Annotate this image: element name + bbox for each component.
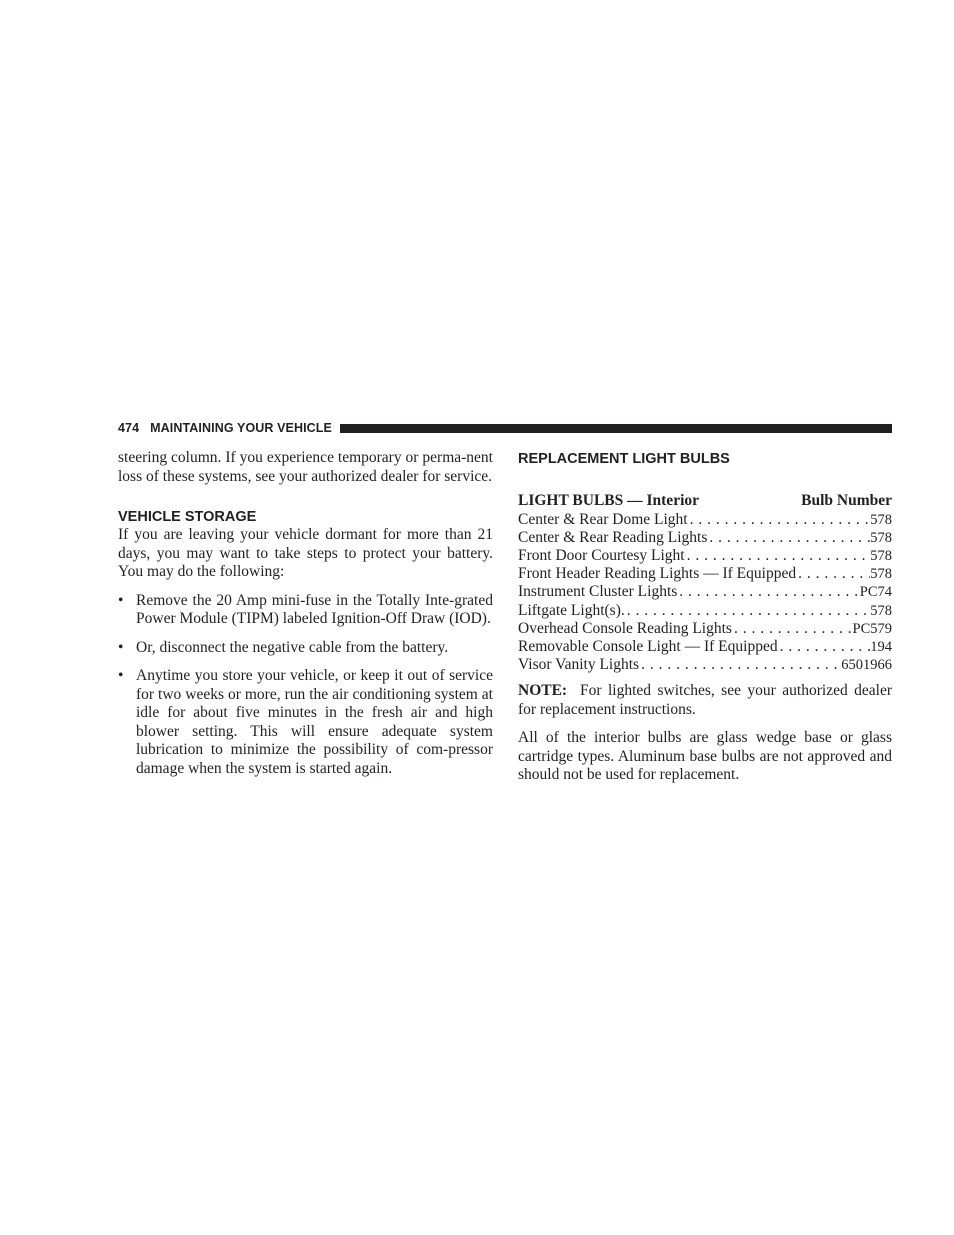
bulb-number: 578	[870, 547, 892, 564]
list-item	[118, 667, 493, 778]
dot-leader	[778, 638, 871, 656]
dot-leader	[677, 583, 859, 601]
interior-bulbs-paragraph: All of the interior bulbs are glass wedge base or glass cartridge types. Aluminum base bulbs are not approved and should not be used for replacement.	[518, 729, 892, 784]
note-label: NOTE:	[518, 682, 568, 700]
list-item	[118, 592, 493, 629]
table-row	[518, 511, 892, 529]
bulb-number: 578	[870, 529, 892, 546]
dot-leader	[639, 656, 841, 674]
list-item	[118, 639, 493, 658]
section-title: MAINTAINING YOUR VEHICLE	[150, 421, 332, 435]
table-row	[518, 620, 892, 638]
right-column	[518, 449, 892, 785]
bulb-number: 194	[870, 638, 892, 655]
note-paragraph	[518, 682, 892, 719]
vehicle-storage-heading: VEHICLE STORAGE	[118, 509, 257, 525]
table-row	[518, 529, 892, 547]
dot-leader	[688, 511, 871, 529]
list-item-text: Remove the 20 Amp mini-fuse in the Totally Inte-grated Power Module (TIPM) labeled Ignition-Off Draw (IOD).	[136, 591, 493, 627]
bulb-name: Liftgate Light(s).	[518, 601, 625, 619]
bulb-table-header	[518, 492, 892, 511]
bulb-name: Removable Console Light — If Equipped	[518, 637, 778, 655]
table-row	[518, 602, 892, 620]
list-item-text: Anytime you store your vehicle, or keep it out of service for two weeks or more, run the air conditioning system at idle for about five minutes in the fresh air and high blower setting. This will ensure adequate system lubrication to minimize the possibility of com-pressor damage when the system is started again.	[136, 667, 493, 777]
bulb-table-header-left: LIGHT BULBS — Interior	[518, 492, 700, 509]
header-rule	[340, 424, 892, 433]
list-item-text: Or, disconnect the negative cable from the battery.	[136, 638, 449, 656]
bulb-name: Front Door Courtesy Light	[518, 546, 685, 564]
bullet-icon: •	[118, 638, 124, 656]
replacement-bulbs-heading: REPLACEMENT LIGHT BULBS	[518, 451, 730, 467]
bulb-number: PC74	[859, 584, 892, 601]
dot-leader	[732, 620, 853, 638]
left-column	[118, 449, 493, 788]
bulb-table	[518, 492, 892, 674]
storage-bullet-list	[118, 592, 493, 779]
bulb-table-header-right: Bulb Number	[801, 492, 892, 509]
bulb-number: PC579	[852, 620, 892, 637]
bulb-number: 578	[870, 566, 892, 583]
dot-leader	[685, 547, 871, 565]
bulb-name: Front Header Reading Lights — If Equipped	[518, 565, 797, 583]
bulb-name: Overhead Console Reading Lights	[518, 619, 732, 637]
table-row	[518, 583, 892, 601]
note-text: For lighted switches, see your authorized dealer for replacement instructions.	[518, 682, 893, 718]
dot-leader	[796, 565, 870, 583]
bulb-number: 578	[870, 602, 892, 619]
table-row	[518, 656, 892, 674]
bulb-number: 6501966	[841, 657, 892, 674]
intro-paragraph: steering column. If you experience temporary or perma-nent loss of these systems, see your authorized dealer for service.	[118, 449, 493, 485]
bullet-icon: •	[118, 591, 124, 609]
table-row	[518, 547, 892, 565]
dot-leader	[625, 602, 871, 620]
running-header	[118, 420, 892, 436]
table-row	[518, 565, 892, 583]
storage-paragraph: If you are leaving your vehicle dormant for more than 21 days, you may want to take steps to protect your battery. You may do the following:	[118, 526, 493, 580]
page-number: 474	[118, 421, 140, 435]
bulb-name: Center & Rear Dome Light	[518, 510, 688, 528]
dot-leader	[707, 529, 870, 547]
bulb-name: Center & Rear Reading Lights	[518, 528, 708, 546]
bulb-number: 578	[870, 511, 892, 528]
table-row	[518, 638, 892, 656]
bulb-name: Visor Vanity Lights	[518, 656, 640, 674]
bulb-name: Instrument Cluster Lights	[518, 583, 678, 601]
bullet-icon: •	[118, 667, 124, 684]
